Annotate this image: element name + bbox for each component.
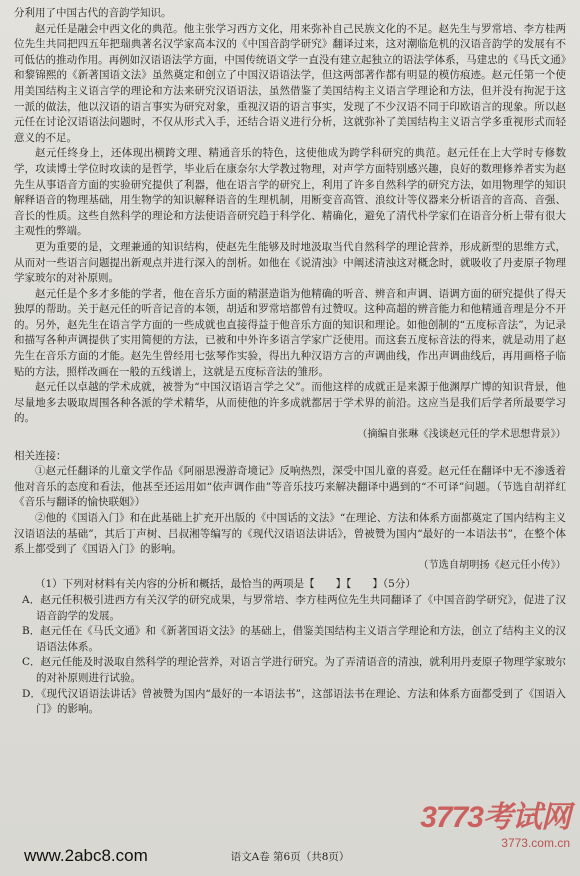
watermark-url: 3773.com.cn xyxy=(501,836,570,850)
option-b: B．赵元任在《马氏文通》和《新著国语文法》的基础上，借鉴美国结构主义语言学理论和方法，创立了结构主义的汉语语法体系。 xyxy=(22,625,566,653)
article-paragraph-3: 更为重要的是，文理兼通的知识结构，使赵先生能够及时地汲取当代自然科学的理论营养，形成新型的思维方式，从而对一些语言问题提出新观点并进行深入的剖析。如他在《说清浊》中阐述清浊这对概念时，就吸收了丹麦原子物理学家玻尔的对补原则。 xyxy=(14,240,566,285)
related-source: （节选自胡明扬《赵元任小传》） xyxy=(418,559,566,571)
watermark-logo: 3773考试网 xyxy=(420,801,570,834)
page-footer xyxy=(0,842,580,870)
page-number: 语文A卷 第6页（共8页） xyxy=(230,851,350,863)
option-a: A．赵元任积极引进西方有关汉学的研究成果，与罗常培、李方桂两位先生共同翻译了《中国音韵学研究》，促进了汉语音韵学的发展。 xyxy=(22,593,566,622)
related-link-1: ①赵元任翻译的儿童文学作品《阿丽思漫游奇境记》反响热烈，深受中国儿童的喜爱。赵元任在翻译中无不渗透着他对音乐的态度和看法，他甚至还运用如“依声调作曲”等音乐技巧来解决翻译中遇到的“不可译”问题。（节选自胡祥红《音乐与翻译的愉快联姻》） xyxy=(14,465,566,509)
article-paragraph-5: 赵元任以卓越的学术成就，被誉为“中国汉语语言学之父”。而他这样的成就正是来源于他渊厚广博的知识背景，他尽量地多去吸取周围各种各派的学术精华，从而使他的许多成就都居于学术界的前沿。这应当是我们后学者所最要学习的。 xyxy=(14,381,566,425)
article-paragraph-0: 分利用了中国古代的音韵学知识。 xyxy=(14,7,172,19)
article-paragraph-1: 赵元任是融会中西文化的典范。他主张学习西方文化，用来弥补自己民族文化的不足。赵先生与罗常培、李方桂两位先生共同把四五年把瑞典著名汉学家高本汉的《中国音韵学研究》翻译过来，这对潮临危机的汉语音韵学的发展有不可低估的推动作用。再例如汉语语法学方面，中国传统语文学一直没有建立起独立的语法学体系，马建忠的《马氏文通》和黎锦熙的《新著国语文法》虽然奠定和创立了中国汉语语法学，但这两部著作都有明显的模仿痕迹。赵元任第一个使用美国结构主义语言学的理论和方法来研究汉语语法，虽然借鉴了美国结构主义语言学理论和方法，但并没有拘泥于这一派的做法，他以汉语的语言事实为研究对象，重视汉语的语言事实，发现了不少汉语不同于印欧语言的现象。所以赵元任在讨论汉语语法问题时，不仅从形式入手，还结合语义进行分析，这就弥补了美国结构主义语言学多重视形式而轻意义的不足。 xyxy=(14,22,566,144)
option-c: C．赵元任能及时汲取自然科学的理论营养，对语言学进行研究。为了弄清语音的清浊，就利用丹麦原子物理学家玻尔的对补原则进行试验。 xyxy=(22,656,566,684)
question-stem: （1）下列对材料有关内容的分析和概括，最恰当的两项是【 】【 】（5分） xyxy=(35,578,416,591)
related-link-2: ②他的《国语入门》和在此基础上扩充开出版的《中国话的文法》“在理论、方法和体系方面都奠定了国内结构主义汉语语法的基础”，其后丁声树、吕叔湘等编写的《现代汉语语法讲话》，曾被赞为国内“最好的一本语法书”，在整个体系上都受到了《国语入门》的影响。 xyxy=(14,512,566,556)
option-d: D．《现代汉语语法讲话》曾被赞为国内“最好的一本语法书”，这部语法书在理论、方法和体系方面都受到了《国语入门》的影响。 xyxy=(22,687,566,716)
related-links-title: 相关连接： xyxy=(14,449,67,462)
article-paragraph-4: 赵元任是个多才多能的学者，他在音乐方面的精湛造诣为他精确的听音、辨音和声调、语调方面的研究提供了得天独厚的帮助。关于赵元任的听音记音的本领，胡适和罗常培都曾有过赞叹。这种高超的辨音能力和他精通音理是分不开的。另外，赵先生在语言学方面的一些成就也直接得益于他音乐方面的知识和理论。如他创制的“五度标音法”，为记录和描写各种声调提供了实用简便的方法，已被和中外许多语言学家广泛使用。而这套五度标音法的得来，就是动用了赵先生在音乐方面的才能。赵先生曾经用七弦琴作实验，得出九种汉语方言的声调曲线，作出声调曲线后，再用画格子临贴的方法，照样改画在一般的五线谱上，这就是五度标音法的雏形。 xyxy=(14,287,566,378)
site-url-link[interactable]: www.2abc8.com xyxy=(24,846,148,865)
article-source: （摘编自张琳《浅谈赵元任的学术思想背景》） xyxy=(357,429,566,441)
article-paragraph-2: 赵元任终身上，还体现出横跨文理、精通音乐的特色，这使他成为跨学科研究的典范。赵元任在上大学时专修数学，攻读博士学位时攻读的是哲学，毕业后在康奈尔大学教过物理，对声学方面特别感兴趣，良好的数理修养者实为赵先生从事语音方面的实验研究提供了利器，他在语言学的研究上，利用了许多自然科学的研究方法，如用物理学的知识解释语音的物理基础，用生物学的知识解释语音的生理机制，用断变音高管、浪纹计等仪器来分析语音的音高、音强、音长的性质。这些自然科学的理论和方法使语音研究趋于科学化、精确化，避免了清代朴学家们在语音分析上带有很大主观性的弊端。 xyxy=(14,147,566,238)
